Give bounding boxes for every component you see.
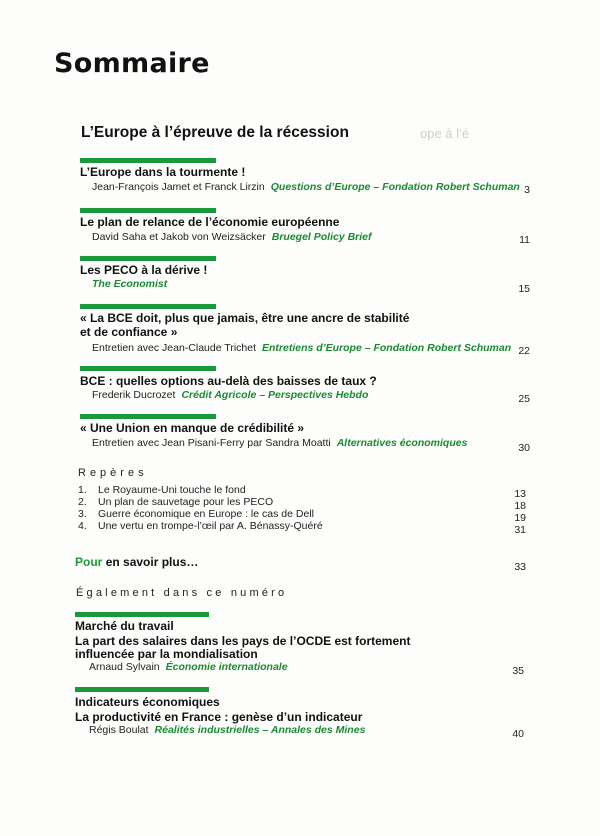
article-title-line2: et de confiance » xyxy=(80,325,178,339)
page-number: 35 xyxy=(512,665,524,677)
page-number: 19 xyxy=(514,512,526,524)
article-source: Économie internationale xyxy=(165,661,288,673)
section-category: Marché du travail xyxy=(75,619,174,633)
article-byline xyxy=(92,437,467,450)
article-title: Les PECO à la dérive ! xyxy=(80,263,208,277)
green-rule xyxy=(75,687,209,692)
article-source: Questions d’Europe – Fondation Robert Schuman xyxy=(270,181,520,193)
article-title: La part des salaires dans les pays de l’OCDE est fortement xyxy=(75,634,411,648)
page-number: 3 xyxy=(524,184,530,196)
green-rule xyxy=(80,366,216,371)
article-title: Le plan de relance de l’économie européenne xyxy=(80,215,340,229)
article-author: Frederik Ducrozet xyxy=(92,389,176,401)
repere-item: 2. Un plan de sauvetage pour les PECO xyxy=(78,496,274,508)
section-category: Indicateurs économiques xyxy=(75,695,220,709)
green-rule xyxy=(80,158,216,163)
green-rule xyxy=(80,256,216,261)
page-number: 33 xyxy=(514,561,526,573)
page-number: 22 xyxy=(518,345,530,357)
article-author: Entretien avec Jean-Claude Trichet xyxy=(92,342,257,354)
dossier-title: L’Europe à l’épreuve de la récession xyxy=(81,124,349,141)
repere-item: 1. Le Royaume-Uni touche le fond xyxy=(78,484,246,496)
article-author: Entretien avec Jean Pisani-Ferry par Sandra Moatti xyxy=(92,437,331,449)
page-title: Sommaire xyxy=(54,48,210,79)
green-rule xyxy=(80,414,216,419)
repere-item: 4. Une vertu en trompe-l’œil par A. Bénassy-Quéré xyxy=(78,520,323,532)
article-title: « La BCE doit, plus que jamais, être une ancre de stabilité xyxy=(80,311,410,325)
article-source: The Economist xyxy=(92,278,168,290)
article-author: Arnaud Sylvain xyxy=(89,661,160,673)
article-source: Bruegel Policy Brief xyxy=(271,231,372,243)
article-byline xyxy=(92,389,368,402)
green-rule xyxy=(75,612,209,617)
article-author: David Saha et Jakob von Weizsäcker xyxy=(92,231,266,243)
reperes-label: Repères xyxy=(78,467,148,479)
page-number: 11 xyxy=(519,234,530,246)
article-byline xyxy=(89,661,288,674)
article-author: Régis Boulat xyxy=(89,724,149,736)
article-source: Crédit Agricole – Perspectives Hebdo xyxy=(181,389,369,401)
article-byline xyxy=(92,342,511,355)
page-number: 30 xyxy=(518,442,530,454)
article-byline xyxy=(92,181,520,194)
article-title: L’Europe dans la tourmente ! xyxy=(80,165,246,179)
article-source: Réalités industrielles – Annales des Mines xyxy=(154,724,366,736)
article-title-line2: influencée par la mondialisation xyxy=(75,647,258,661)
green-rule xyxy=(80,304,216,309)
further-reading: Pour en savoir plus… xyxy=(75,555,199,569)
article-source: Entretiens d’Europe – Fondation Robert Schuman xyxy=(262,342,512,354)
article-title: BCE : quelles options au-delà des baisses de taux ? xyxy=(80,374,377,388)
article-byline xyxy=(92,278,167,291)
page-number: 25 xyxy=(518,393,530,405)
green-rule xyxy=(80,208,216,213)
article-source: Alternatives économiques xyxy=(336,437,468,449)
article-author: Jean-François Jamet et Franck Lirzin xyxy=(92,181,265,193)
page-number: 40 xyxy=(512,728,524,740)
also-in-issue-label: Également dans ce numéro xyxy=(76,587,288,599)
page-number: 15 xyxy=(518,283,530,295)
article-title: La productivité en France : genèse d’un indicateur xyxy=(75,710,363,724)
show-through-text: ope à l’é xyxy=(420,126,470,141)
article-byline xyxy=(92,231,372,244)
page-number: 18 xyxy=(514,500,526,512)
article-byline xyxy=(89,724,365,737)
page-number: 13 xyxy=(514,488,526,500)
repere-item: 3. Guerre économique en Europe : le cas de Dell xyxy=(78,508,314,520)
article-title: « Une Union en manque de crédibilité » xyxy=(80,421,305,435)
page-number: 31 xyxy=(514,524,526,536)
